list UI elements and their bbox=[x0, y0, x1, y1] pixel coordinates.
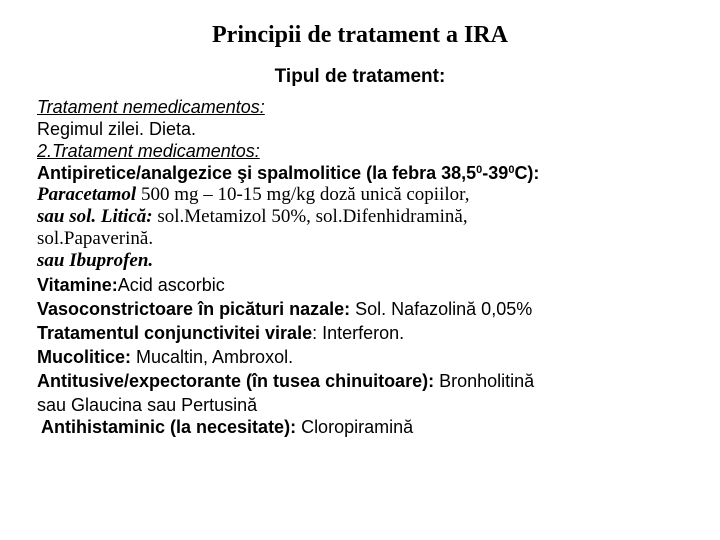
vasoconstrictors-line bbox=[37, 298, 707, 322]
regimen-line: Regimul zilei. Dieta. bbox=[37, 119, 197, 139]
antihistamine-text: Cloropiramină bbox=[296, 417, 414, 437]
antipyretics-line bbox=[37, 162, 707, 184]
papaverina-line: sol.Papaverină. bbox=[37, 228, 154, 249]
antitussives-line bbox=[37, 370, 707, 394]
vitamins-text: Acid ascorbic bbox=[117, 275, 225, 295]
antipyretics-end: C): bbox=[514, 163, 540, 183]
antitussives-label: Antitusive/expectorante (în tusea chinuitoare): bbox=[37, 371, 435, 391]
mucolytics-text: Mucaltin, Ambroxol. bbox=[131, 347, 294, 367]
antipyretics-mid: -39 bbox=[482, 163, 509, 183]
glaucina-line: sau Glaucina sau Pertusină bbox=[37, 395, 258, 415]
mucolytics-label: Mucolitice: bbox=[37, 347, 132, 367]
antitussives-text: Bronholitină bbox=[434, 371, 535, 391]
treatment-list bbox=[37, 96, 707, 440]
ibuprofen-line: sau Ibuprofen. bbox=[37, 250, 154, 271]
degree-sup-2: 0 bbox=[508, 164, 515, 176]
antihistamine-line bbox=[37, 416, 707, 440]
antipyretics-label: Antipiretice/analgezice şi spalmolitice (la febra 38,5 bbox=[37, 163, 477, 183]
litica-line bbox=[37, 206, 707, 228]
conjunctivitis-line bbox=[37, 322, 707, 346]
vitamins-line bbox=[37, 274, 707, 298]
antihistamine-label: Antihistaminic (la necesitate): bbox=[41, 417, 297, 437]
vitamins-label: Vitamine: bbox=[37, 275, 118, 295]
section-medication-heading: 2.Tratament medicamentos: bbox=[37, 141, 260, 161]
paracetamol-text: 500 mg – 10-15 mg/kg doză unică copiilor, bbox=[136, 184, 470, 205]
page-subtitle: Tipul de tratament: bbox=[274, 66, 446, 87]
paracetamol-line bbox=[37, 184, 707, 206]
vasoconstrictors-text: Sol. Nafazolină 0,05% bbox=[350, 299, 533, 319]
page-title: Principii de tratament a IRA bbox=[212, 22, 508, 48]
mucolytics-line bbox=[37, 346, 707, 370]
degree-sup-1: 0 bbox=[476, 164, 483, 176]
paracetamol-label: Paracetamol bbox=[37, 184, 137, 205]
conjunctivitis-label: Tratamentul conjunctivitei virale bbox=[37, 323, 313, 343]
section-nonmedication-heading: Tratament nemedicamentos: bbox=[37, 97, 265, 117]
conjunctivitis-text: : Interferon. bbox=[312, 323, 405, 343]
litica-label: sau sol. Litică: bbox=[37, 206, 153, 227]
litica-text: sol.Metamizol 50%, sol.Difenhidramină, bbox=[152, 206, 468, 227]
vasoconstrictors-label: Vasoconstrictoare în picături nazale: bbox=[37, 299, 351, 319]
